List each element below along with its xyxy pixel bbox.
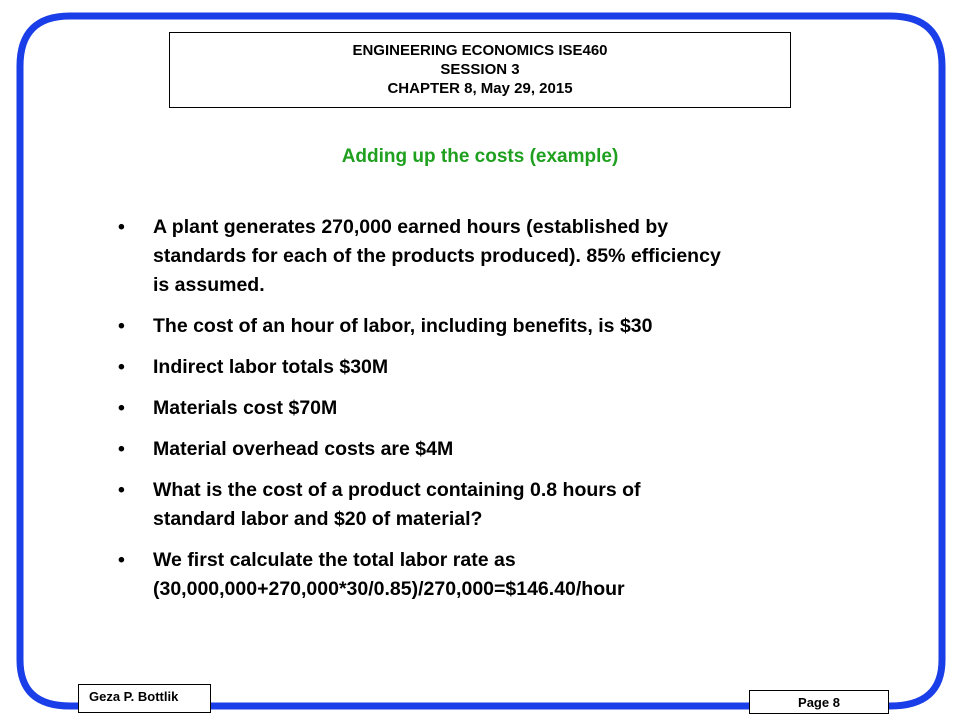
bullet-line: We first calculate the total labor rate as: [153, 549, 516, 571]
bullet-item: [118, 353, 858, 382]
bullet-dot-icon: •: [118, 397, 125, 419]
bullet-line: A plant generates 270,000 earned hours (established by: [153, 216, 669, 238]
bullet-item: [118, 435, 858, 464]
bullet-line: Materials cost $70M: [153, 397, 338, 419]
bullet-dot-icon: •: [118, 438, 125, 460]
bullet-dot-icon: •: [118, 479, 125, 501]
bullet-line: standard labor and $20 of material?: [153, 508, 483, 530]
header-course: ENGINEERING ECONOMICS ISE460: [352, 42, 608, 59]
bullet-item: [118, 476, 858, 534]
bullet-dot-icon: •: [118, 216, 125, 238]
bullet-dot-icon: •: [118, 549, 125, 571]
bullet-line: (30,000,000+270,000*30/0.85)/270,000=$146.40/hour: [153, 578, 625, 600]
bullet-line: standards for each of the products produced). 85% efficiency: [153, 245, 721, 267]
header-box: [169, 32, 791, 108]
bullet-list: [118, 213, 858, 616]
bullet-line: What is the cost of a product containing 0.8 hours of: [153, 479, 641, 501]
bullet-line: is assumed.: [153, 274, 265, 296]
header-chapter-date: CHAPTER 8, May 29, 2015: [387, 80, 573, 97]
bullet-line: The cost of an hour of labor, including benefits, is $30: [153, 315, 653, 337]
bullet-item: [118, 312, 858, 341]
bullet-line: Indirect labor totals $30M: [153, 356, 389, 378]
bullet-dot-icon: •: [118, 315, 125, 337]
header-session: SESSION 3: [440, 61, 520, 78]
bullet-line: Material overhead costs are $4M: [153, 438, 454, 460]
page-number: Page 8: [749, 690, 889, 714]
bullet-item: [118, 546, 858, 604]
bullet-item: [118, 394, 858, 423]
bullet-dot-icon: •: [118, 356, 125, 378]
slide-title: Adding up the costs (example): [341, 146, 619, 167]
bullet-item: [118, 213, 858, 300]
author-box: Geza P. Bottlik: [78, 684, 211, 713]
